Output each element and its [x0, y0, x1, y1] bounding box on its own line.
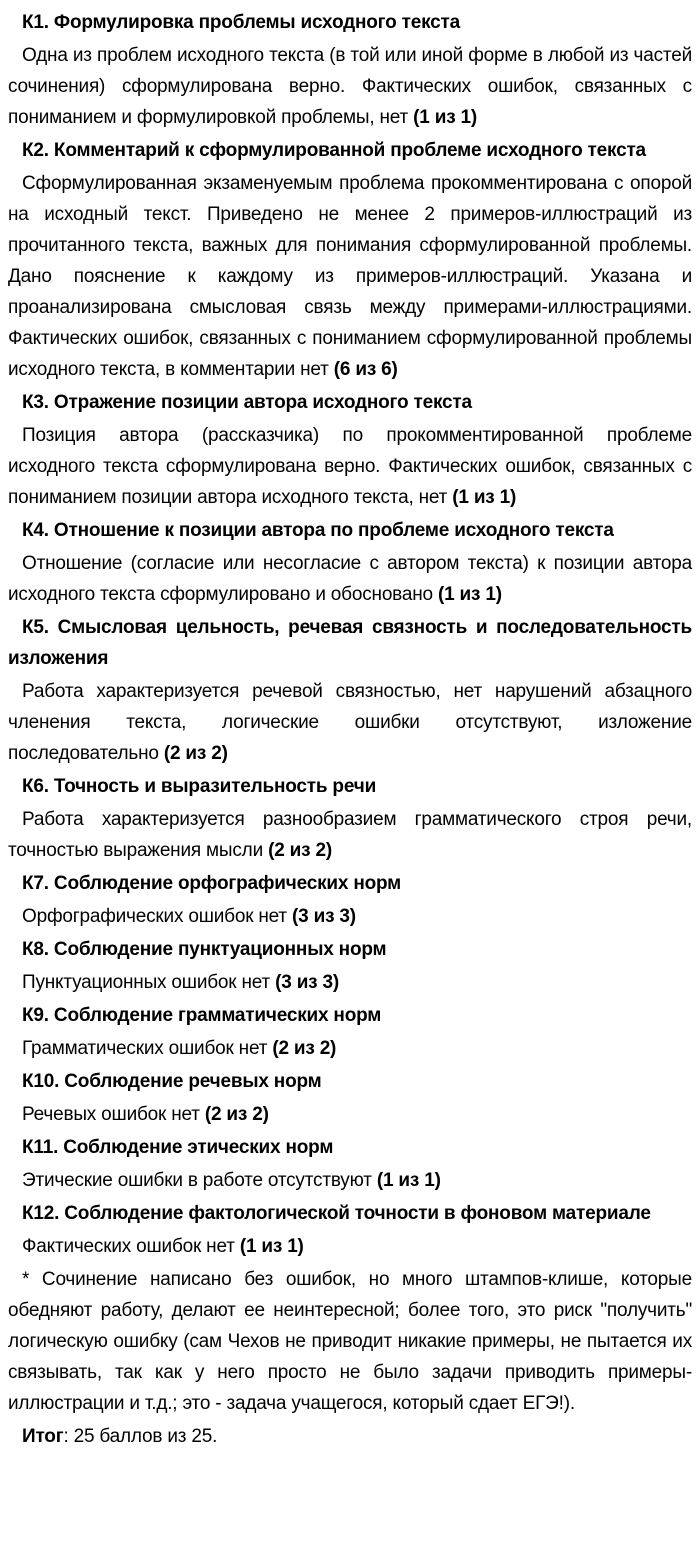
criterion-title: К3. Отражение позиции автора исходного текста	[22, 392, 472, 413]
criterion-description	[8, 40, 692, 133]
criterion-description	[8, 804, 692, 866]
total-value: : 25 баллов из 25.	[63, 1426, 218, 1447]
criterion-description	[8, 548, 692, 610]
criterion-section-k10	[8, 1066, 692, 1130]
criterion-section-k9	[8, 1000, 692, 1064]
criterion-text: Сформулированная экзаменуемым проблема прокомментирована с опорой на исходный текст. Приведено не менее 2 примеров-иллюстраций из прочитанного текста, важных для понимания сформулированной проблемы. Дано пояснение к каждому из примеров-иллюстраций. Указана и проанализирована смысловая связь между примерами-иллюстрациями. Фактических ошибок, связанных с пониманием сформулированной проблемы исходного текста, в комментарии нет	[8, 173, 692, 380]
criterion-section-k8	[8, 934, 692, 998]
criterion-title: К2. Комментарий к сформулированной проблеме исходного текста	[22, 140, 646, 161]
criterion-score: (3 из 3)	[275, 972, 339, 993]
criterion-text: Работа характеризуется речевой связностью, нет нарушений абзацного членения текста, логические ошибки отсутствуют, изложение последовательно	[8, 681, 692, 764]
criterion-text: Одна из проблем исходного текста (в той или иной форме в любой из частей сочинения) сформулирована верно. Фактических ошибок, связанных с пониманием и формулировкой проблемы, нет	[8, 45, 692, 128]
total-line	[8, 1421, 692, 1452]
criterion-section-k6	[8, 771, 692, 866]
criterion-description	[8, 1165, 692, 1196]
criterion-score: (3 из 3)	[292, 906, 356, 927]
criterion-score: (6 из 6)	[333, 359, 398, 380]
criterion-score: (2 из 2)	[272, 1038, 337, 1059]
criterion-section-k7	[8, 868, 692, 932]
criterion-text: Отношение (согласие или несогласие с автором текста) к позиции автора исходного текста сформулировано и обосновано	[8, 553, 692, 605]
criterion-text: Работа характеризуется разнообразием грамматического строя речи, точностью выражения мысли	[8, 809, 692, 861]
criterion-section-k4	[8, 515, 692, 610]
criterion-description	[8, 901, 692, 932]
criterion-text: Этические ошибки в работе отсутствуют	[22, 1170, 372, 1191]
criterion-section-k1	[8, 7, 692, 133]
criterion-section-k12	[8, 1198, 692, 1262]
criterion-score: (1 из 1)	[413, 107, 478, 128]
criterion-description	[8, 1231, 692, 1262]
criterion-description	[8, 1099, 692, 1130]
criterion-title: К11. Соблюдение этических норм	[22, 1137, 334, 1158]
criterion-title: К9. Соблюдение грамматических норм	[22, 1005, 382, 1026]
criterion-title: К6. Точность и выразительность речи	[22, 776, 377, 797]
criterion-score: (1 из 1)	[437, 584, 502, 605]
criterion-title: К5. Смысловая цельность, речевая связность и последовательность изложения	[8, 617, 692, 669]
criterion-score: (1 из 1)	[452, 487, 517, 508]
criterion-score: (1 из 1)	[376, 1170, 441, 1191]
criterion-text: Позиция автора (рассказчика) по прокомментированной проблеме исходного текста сформулирована верно. Фактических ошибок, связанных с пониманием позиции автора исходного текста, нет	[8, 425, 692, 508]
criterion-score: (1 из 1)	[239, 1236, 304, 1257]
criterion-score: (2 из 2)	[268, 840, 332, 861]
criterion-text: Речевых ошибок нет	[22, 1104, 200, 1125]
criterion-description	[8, 420, 692, 513]
criterion-text: Грамматических ошибок нет	[22, 1038, 268, 1059]
criterion-text: Орфографических ошибок нет	[22, 906, 287, 927]
footnote: * Сочинение написано без ошибок, но много штампов-клише, которые обедняют работу, делают ее неинтересной; более того, это риск "получить" логическую ошибку (сам Чехов не приводит никакие примеры, не пытается их связывать, так как у него просто не было задачи приводить примеры-иллюстрации и т.д.; это - задача учащегося, который сдает ЕГЭ!).	[8, 1269, 692, 1414]
criterion-title: К10. Соблюдение речевых норм	[22, 1071, 322, 1092]
criterion-text: Фактических ошибок нет	[22, 1236, 235, 1257]
total-label: Итог	[22, 1426, 64, 1447]
criterion-score: (2 из 2)	[163, 743, 228, 764]
criterion-section-k5	[8, 612, 692, 769]
criterion-description	[8, 168, 692, 385]
criterion-section-k3	[8, 387, 692, 513]
criterion-description	[8, 1033, 692, 1064]
criterion-title: К8. Соблюдение пунктуационных норм	[22, 939, 387, 960]
criterion-description	[8, 676, 692, 769]
criterion-title: К7. Соблюдение орфографических норм	[22, 873, 402, 894]
criterion-title: К12. Соблюдение фактологической точности в фоновом материале	[22, 1203, 651, 1224]
criterion-text: Пунктуационных ошибок нет	[22, 972, 271, 993]
criterion-title: К1. Формулировка проблемы исходного текста	[22, 12, 460, 33]
criterion-score: (2 из 2)	[204, 1104, 269, 1125]
criterion-section-k11	[8, 1132, 692, 1196]
criterion-title: К4. Отношение к позиции автора по проблеме исходного текста	[22, 520, 614, 541]
criterion-description	[8, 967, 692, 998]
criterion-section-k2	[8, 135, 692, 385]
